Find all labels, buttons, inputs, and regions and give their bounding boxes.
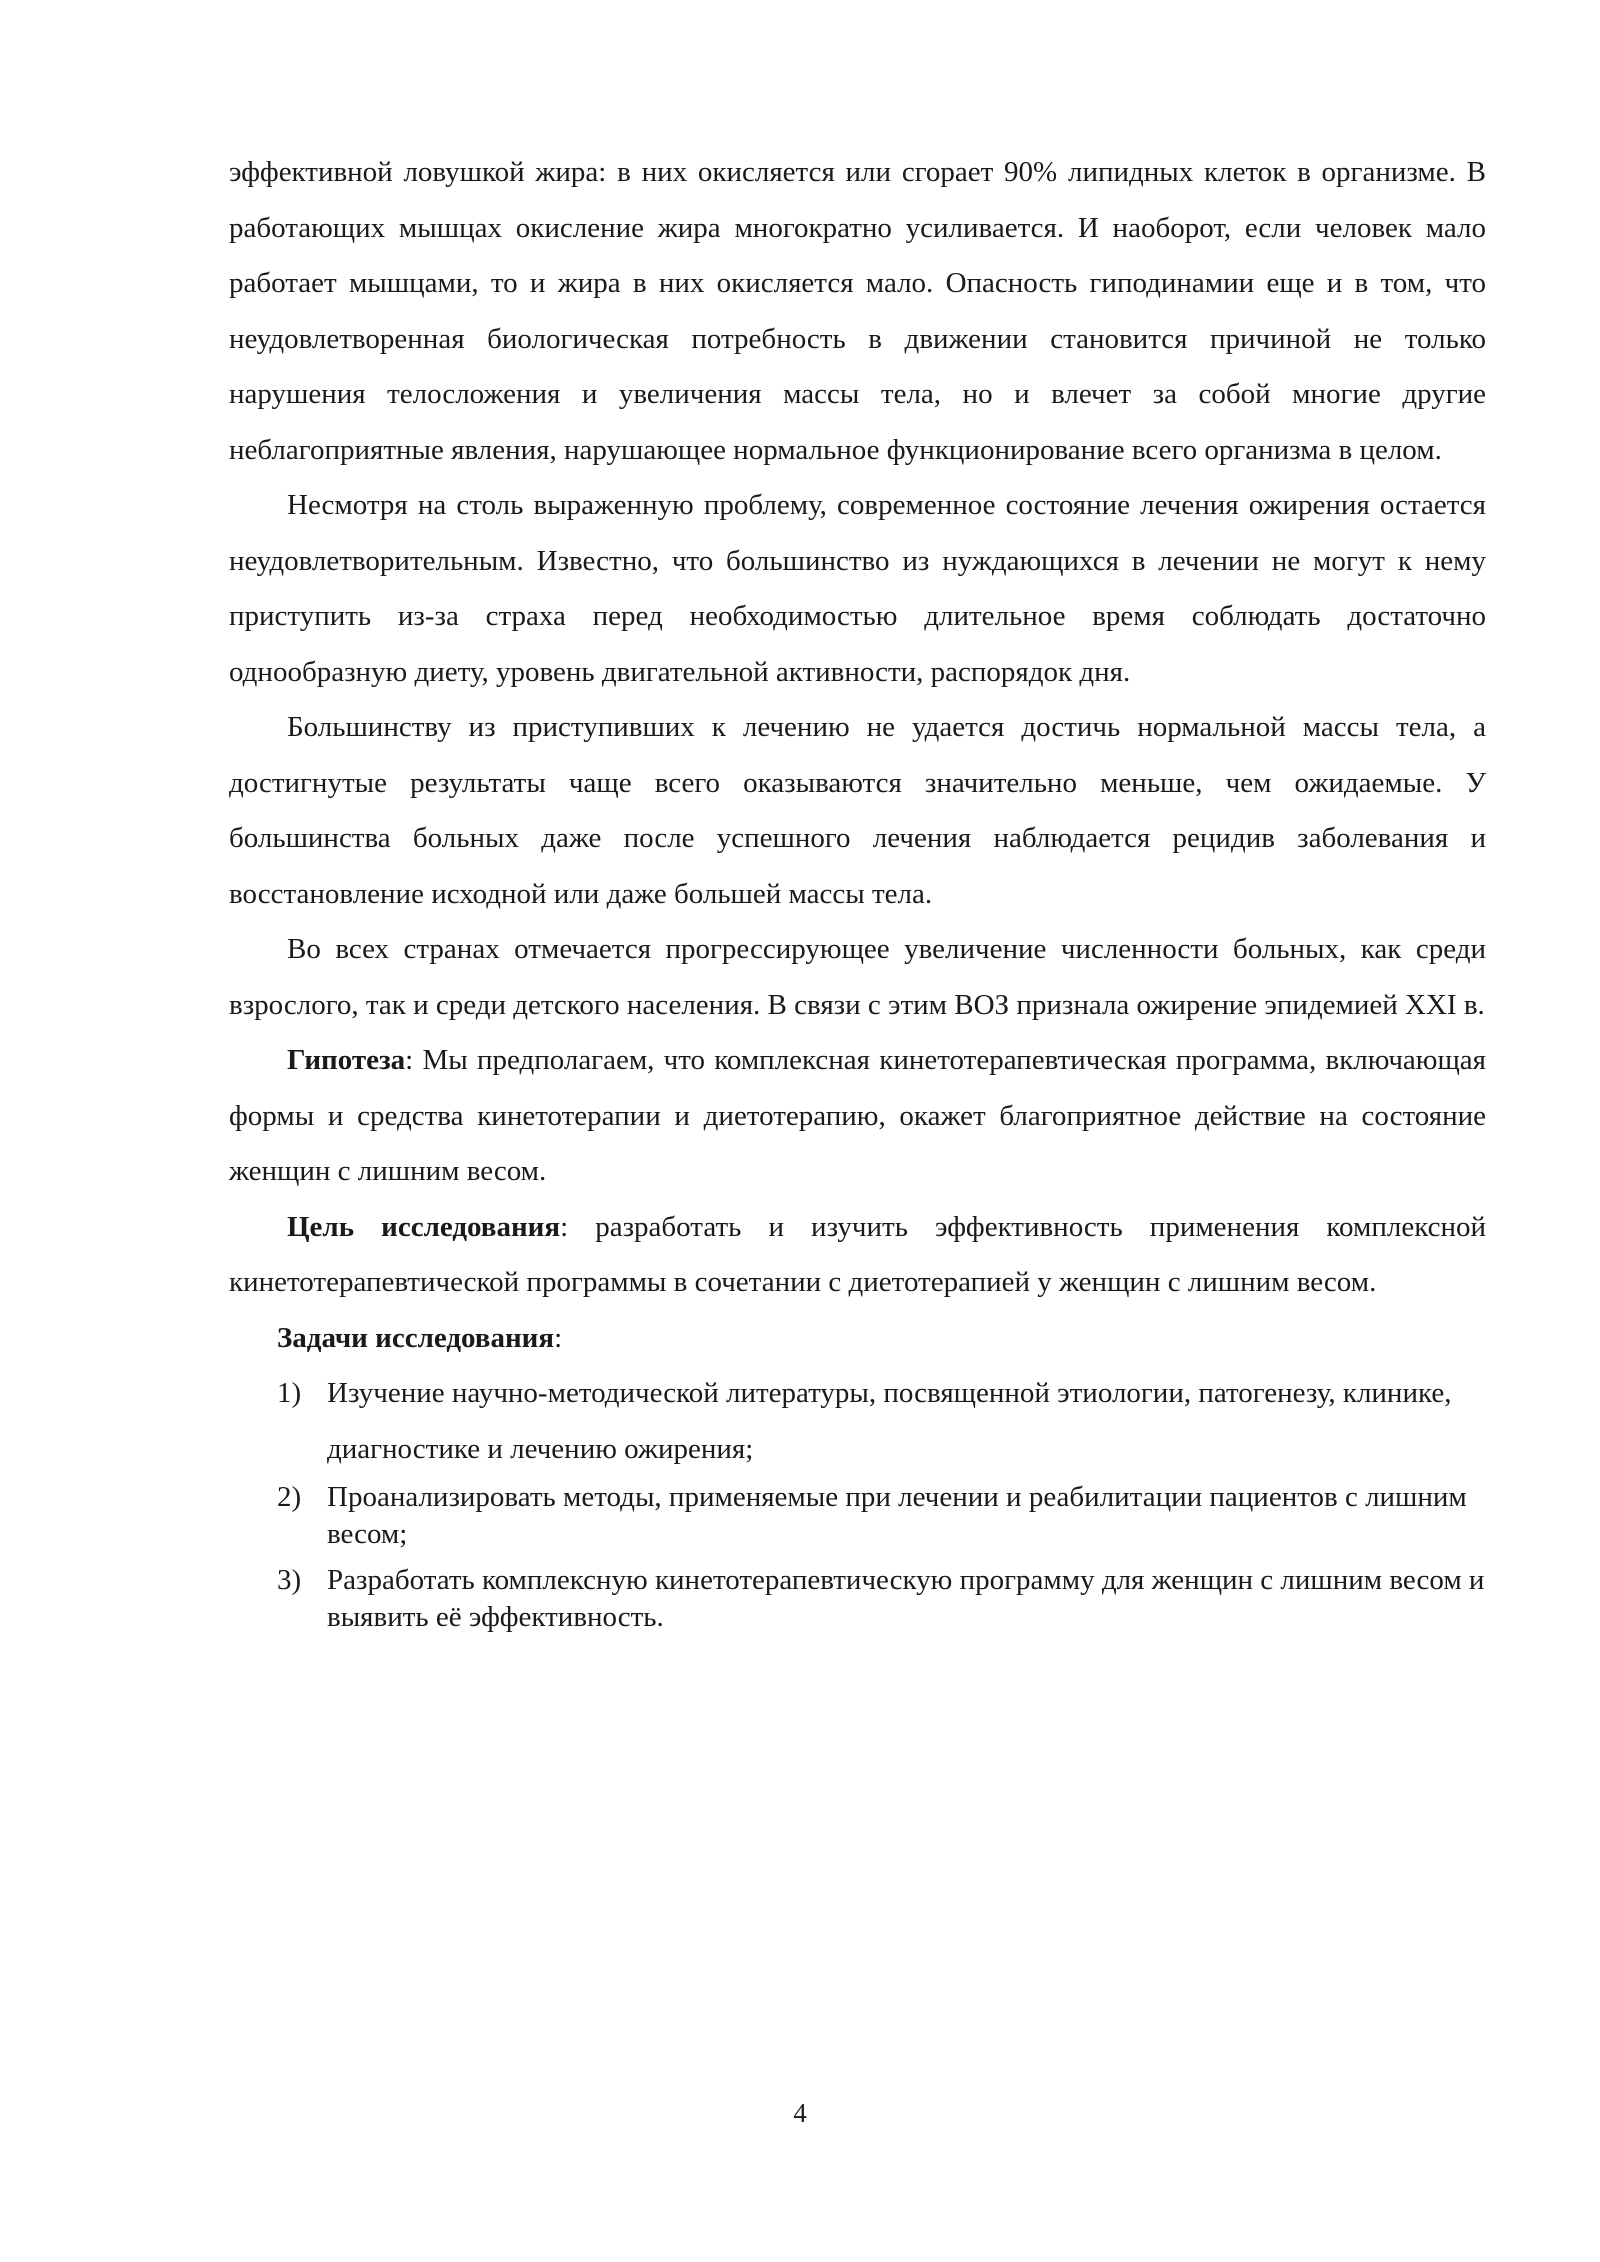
list-item-text: Разработать комплексную кинетотерапевтическую программу для женщин с лишним весом и выявить её эффективность. [327, 1564, 1485, 1633]
paragraph-research-goal [229, 1200, 1486, 1311]
list-item [229, 1479, 1486, 1553]
research-goal-label: Цель исследования [287, 1210, 561, 1243]
paragraph-epidemic [229, 922, 1486, 1033]
tasks-heading [229, 1311, 1486, 1367]
page-number: 4 [793, 2098, 807, 2128]
tasks-heading-label: Задачи исследования [277, 1321, 555, 1354]
tasks-heading-suffix: : [554, 1321, 563, 1354]
list-item-number: 1) [277, 1377, 302, 1409]
list-item-number: 3) [277, 1564, 302, 1596]
paragraph-text: Во всех странах отмечается прогрессирующее увеличение численности больных, как среди взрослого, так и среди детского населения. В связи с этим ВОЗ признала ожирение эпидемией XXI в. [229, 933, 1486, 1021]
list-item-number: 2) [277, 1481, 302, 1513]
paragraph-treatment-results [229, 700, 1486, 922]
paragraph-hypothesis [229, 1033, 1486, 1200]
paragraph-text: : Мы предполагаем, что комплексная кинетотерапевтическая программа, включающая формы и средства кинетотерапии и диетотерапию, окажет благоприятное действие на состояние женщин с лишним весом. [229, 1044, 1486, 1187]
paragraph-treatment-state [229, 478, 1486, 700]
list-item [229, 1562, 1486, 1636]
list-item [229, 1366, 1486, 1477]
list-item-text: Проанализировать методы, применяемые при лечении и реабилитации пациентов с лишним весом; [327, 1481, 1467, 1550]
list-item-text: Изучение научно-методической литературы, посвященной этиологии, патогенезу, клинике, диагностике и лечению ожирения; [327, 1377, 1452, 1465]
paragraph-text: эффективной ловушкой жира: в них окисляется или сгорает 90% липидных клеток в организме. В работающих мышцах окисление жира многократно усиливается. И наоборот, если человек мало работает мышцами, то и жира в них окисляется мало. Опасность гиподинамии еще и в том, что неудовлетворенная биологическая потребность в движении становится причиной не только нарушения телосложения и увеличения массы тела, но и влечет за собой многие другие неблагоприятные явления, нарушающее нормальное функционирование всего организма в целом. [229, 156, 1486, 466]
paragraph-fat-trap [229, 145, 1486, 478]
document-page [229, 145, 1486, 1636]
paragraph-text: Несмотря на столь выраженную проблему, современное состояние лечения ожирения остается неудовлетворительным. Известно, что большинство из нуждающихся в лечении не могут к нему приступить из-за страха перед необходимостью длительное время соблюдать достаточно однообразную диету, уровень двигательной активности, распорядок дня. [229, 489, 1486, 688]
hypothesis-label: Гипотеза [287, 1044, 406, 1076]
paragraph-text: Большинству из приступивших к лечению не удается достичь нормальной массы тела, а достигнутые результаты чаще всего оказываются значительно меньше, чем ожидаемые. У большинства больных даже после успешного лечения наблюдается рецидив заболевания и восстановление исходной или даже большей массы тела. [229, 711, 1486, 910]
paragraph-text: : разработать и изучить эффективность применения комплексной кинетотерапевтической программы в сочетании с диетотерапией у женщин с лишним весом. [229, 1210, 1486, 1298]
